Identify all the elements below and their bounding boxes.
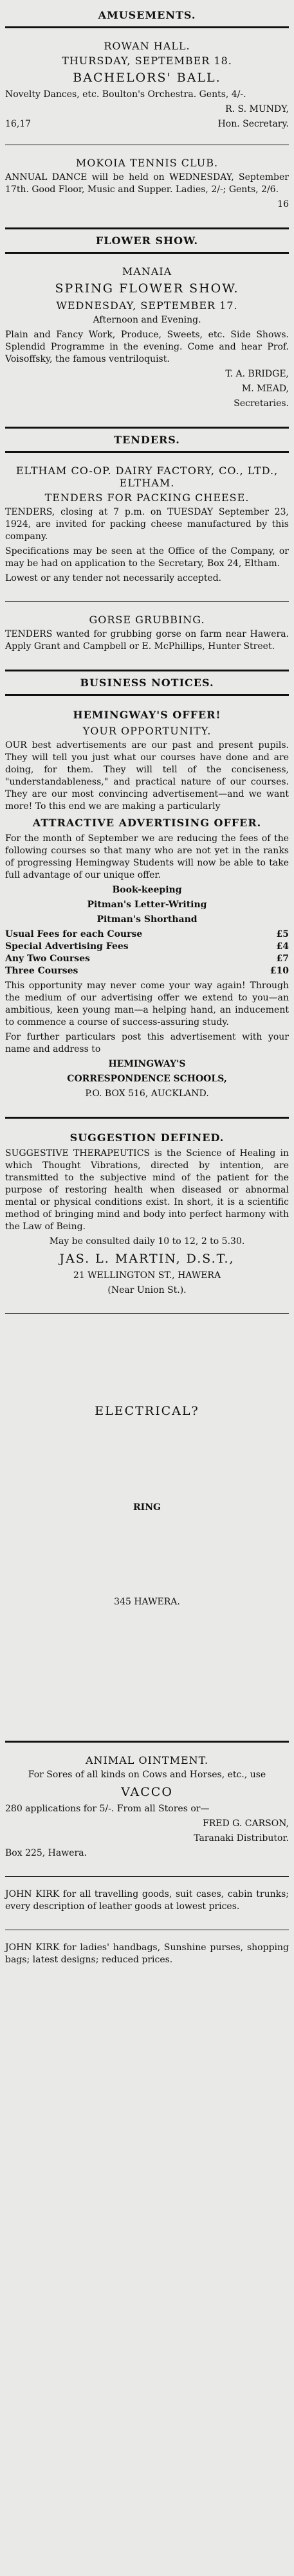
ad-vacco — [5, 1748, 289, 1871]
signatory-1: T. A. BRIDGE, — [225, 369, 289, 379]
tender-paragraph-3: Lowest or any tender not necessarily accepted. — [5, 573, 222, 583]
divider — [5, 1313, 289, 1314]
tender-paragraph-2: Specifications may be seen at the Office of the Company, or may be had on application to the Secretary, Box 24, Eltham. — [5, 546, 289, 569]
fee-row — [5, 928, 289, 941]
offer-paragraph-1: OUR best advertisements are our past and present pupils. They will tell you just what our courses have done and are doing, for them. They will tell of the conciseness, "understandableness," and practical nature of our courses. They are our most convincing advertisement—and we want more! To this end we are making a particularly — [5, 740, 289, 812]
divider — [5, 427, 289, 429]
ring-label: RING — [133, 1502, 161, 1513]
club-title: MOKOIA TENNIS CLUB. — [75, 157, 219, 169]
spacer — [5, 1611, 289, 1727]
divider — [5, 601, 289, 602]
fee-value: £10 — [270, 966, 289, 976]
divider — [5, 694, 289, 696]
venue-title: ROWAN HALL. — [104, 40, 190, 52]
newspaper-column — [5, 0, 289, 1978]
section-header-business-notices: BUSINESS NOTICES. — [80, 677, 214, 689]
brand-name: VACCO — [121, 1785, 173, 1799]
ad-hemingway — [5, 701, 289, 1112]
ad-paragraph-1: SUGGESTIVE THERAPEUTICS is the Science of Healing in which Thought Vibrations, directed by intention, are transmitted to the subjective mind of the patient for the purpose of restoring health when diseased or abnormal mental or physical conditions exist. In short, it is a scientific method of bringing mind and body into perfect harmony with the Law of Being. — [5, 1148, 289, 1232]
spacer — [5, 1422, 289, 1499]
fee-label: Special Advertising Fees — [5, 941, 129, 952]
tender-title: TENDERS FOR PACKING CHEESE. — [44, 492, 250, 504]
event-date: WEDNESDAY, SEPTEMBER 17. — [56, 299, 238, 312]
signatory-name: R. S. MUNDY, — [225, 104, 289, 114]
event-date: THURSDAY, SEPTEMBER 18. — [62, 55, 232, 67]
fee-row — [5, 941, 289, 953]
ad-title: ELECTRICAL? — [95, 1404, 199, 1418]
ad-john-kirk-1 — [5, 1882, 289, 1924]
tender-title: GORSE GRUBBING. — [89, 614, 205, 626]
event-time: Afternoon and Evening. — [93, 315, 201, 325]
company-title: ELTHAM CO-OP. DAIRY FACTORY, CO., LTD., ELTHAM. — [15, 465, 279, 489]
ad-paragraph-2: 280 applications for 5/-. From all Stores or— — [5, 1804, 210, 1814]
tender-paragraph-1: TENDERS, closing at 7 p.m. on TUESDAY September 23, 1924, are invited for packing cheese manufactured by this company. — [5, 507, 289, 542]
divider — [5, 227, 289, 229]
phone-number: 345 HAWERA. — [114, 1597, 180, 1607]
ad-mokoia-tennis — [5, 150, 289, 222]
ad-rowan-hall — [5, 33, 289, 139]
ad-john-kirk-2 — [5, 1935, 289, 1978]
ad-paragraph-2: May be consulted daily 10 to 12, 2 to 5.30. — [49, 1236, 245, 1247]
ad-paragraph: JOHN KIRK for all travelling goods, suit cases, cabin trunks; every description of leather goods at lowest prices. — [5, 1889, 289, 1912]
section-header-flower-show: FLOWER SHOW. — [95, 235, 199, 247]
ad-title: ANIMAL OINTMENT. — [85, 1754, 209, 1766]
distributor-role: Taranaki Distributor. — [194, 1833, 289, 1843]
ad-suggestion — [5, 1124, 289, 1308]
ad-title: SUGGESTION DEFINED. — [69, 1132, 225, 1144]
signatory-2: M. MEAD, — [241, 384, 289, 394]
ad-electrical — [5, 1319, 289, 1736]
ad-gorse-grubbing — [5, 607, 289, 664]
signature-3: P.O. BOX 516, AUCKLAND. — [85, 1088, 209, 1099]
fee-value: £4 — [276, 941, 289, 952]
divider — [5, 670, 289, 671]
offer-title: HEMINGWAY'S OFFER! — [73, 709, 221, 721]
fee-label: Any Two Courses — [5, 954, 90, 964]
spacer — [5, 1323, 289, 1400]
offer-paragraph-4: For further particulars post this advertisement with your name and address to — [5, 1032, 289, 1054]
event-details: ANNUAL DANCE will be held on WEDNESDAY, September 17th. Good Floor, Music and Supper. Ladies, 2/-; Gents, 2/6. — [5, 172, 289, 195]
place: MANAIA — [122, 265, 172, 278]
address-2: (Near Union St.). — [107, 1285, 187, 1295]
signature-2: CORRESPONDENCE SCHOOLS, — [67, 1074, 227, 1084]
ad-eltham-tender — [5, 458, 289, 596]
course-1: Book-keeping — [112, 885, 182, 895]
fee-label: Three Courses — [5, 966, 78, 976]
practitioner-name: JAS. L. MARTIN, D.S.T., — [59, 1252, 235, 1266]
address-1: 21 WELLINGTON ST., HAWERA — [73, 1270, 221, 1281]
ad-ref: 16,17 — [5, 119, 32, 129]
offer-paragraph-2: For the month of September we are reducing the fees of the following courses so that many who are not yet in the ranks of progressing Hemingway Students will now be able to take full advantage of our unique offer. — [5, 833, 289, 880]
fee-label: Usual Fees for each Course — [5, 929, 143, 939]
divider — [5, 451, 289, 453]
event-title: BACHELORS' BALL. — [73, 71, 221, 85]
course-3: Pitman's Shorthand — [96, 914, 198, 925]
box-address: Box 225, Hawera. — [5, 1848, 87, 1858]
offer-subtitle: YOUR OPPORTUNITY. — [82, 725, 212, 737]
offer-paragraph-3: This opportunity may never come your way again! Through the medium of our advertising offer we extend to you—an ambitious, keen young man—a helping hand, an inducement to commence a course of success-assuring study. — [5, 981, 289, 1027]
event-details: Plain and Fancy Work, Produce, Sweets, etc. Side Shows. Splendid Programme in the evening. Come and hear Prof. Voisoffsky, the famous ventriloquist. — [5, 330, 289, 364]
section-header-amusements: AMUSEMENTS. — [98, 9, 196, 21]
divider — [5, 1117, 289, 1119]
fee-value: £7 — [276, 954, 289, 964]
tender-paragraph: TENDERS wanted for grubbing gorse on farm near Hawera. Apply Grant and Campbell or E. McPhillips, Hunter Street. — [5, 629, 289, 652]
event-details: Novelty Dances, etc. Boulton's Orchestra. Gents, 4/-. — [5, 89, 246, 100]
course-2: Pitman's Letter-Writing — [87, 900, 207, 910]
offer-section-title: ATTRACTIVE ADVERTISING OFFER. — [32, 817, 262, 829]
divider — [5, 1876, 289, 1877]
ad-paragraph: JOHN KIRK for ladies' handbags, Sunshine purses, shopping bags; latest designs; reduced prices. — [5, 1942, 289, 1965]
signatory-role: Secretaries. — [234, 398, 289, 409]
signature-1: HEMINGWAY'S — [108, 1059, 186, 1069]
event-title: SPRING FLOWER SHOW. — [55, 281, 239, 296]
ad-ref: 16 — [277, 199, 289, 209]
distributor-name: FRED G. CARSON, — [203, 1818, 289, 1829]
signatory-role: Hon. Secretary. — [217, 119, 289, 129]
spacer — [5, 1516, 289, 1594]
section-header-tenders: TENDERS. — [114, 434, 180, 446]
signatory-row — [5, 118, 289, 130]
ad-paragraph-1: For Sores of all kinds on Cows and Horses, etc., use — [28, 1770, 266, 1780]
ad-flower-show — [5, 259, 289, 422]
divider — [5, 252, 289, 254]
divider — [5, 26, 289, 28]
fee-row — [5, 965, 289, 977]
fee-value: £5 — [276, 929, 289, 939]
fee-row — [5, 953, 289, 965]
divider — [5, 1741, 289, 1743]
